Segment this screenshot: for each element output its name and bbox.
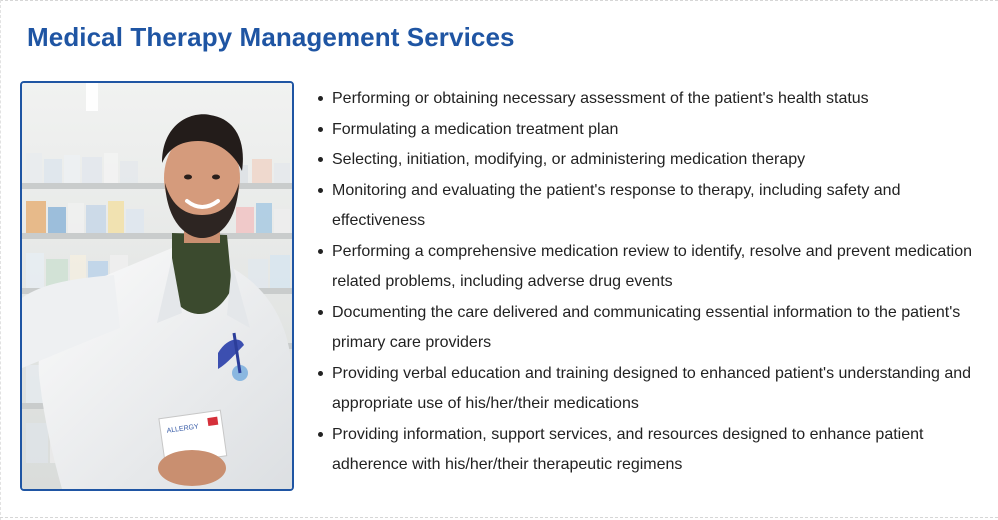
bullet-icon: [318, 127, 323, 132]
service-item-text: Monitoring and evaluating the patient's response to therapy, including safety and effectiveness: [332, 181, 901, 229]
service-item: [316, 237, 976, 298]
service-item-text: Providing verbal education and training designed to enhanced patient's understanding and appropriate use of his/her/their medications: [332, 364, 972, 412]
bullet-icon: [318, 249, 323, 254]
service-item: [316, 298, 976, 359]
frame-left-border: [0, 0, 2, 520]
service-item: [316, 359, 976, 420]
pharmacist-photo: [20, 81, 294, 491]
service-item-text: Documenting the care delivered and communicating essential information to the patient's primary care providers: [332, 303, 961, 351]
frame-bottom-border: [0, 517, 998, 519]
bullet-icon: [318, 310, 323, 315]
service-item-text: Performing or obtaining necessary assessment of the patient's health status: [332, 90, 869, 107]
service-item: [316, 115, 976, 146]
bullet-icon: [318, 188, 323, 193]
medicine-box-label: ALLERGY: [166, 423, 200, 435]
service-item: [316, 84, 976, 115]
bullet-icon: [318, 371, 323, 376]
frame-top-border: [0, 0, 998, 2]
bullet-icon: [318, 157, 323, 162]
service-item-text: Selecting, initiation, modifying, or administering medication therapy: [332, 151, 806, 168]
service-item-text: Formulating a medication treatment plan: [332, 120, 619, 138]
services-list: [316, 84, 976, 481]
bullet-icon: [318, 96, 323, 101]
service-item: [316, 145, 976, 176]
page-title: Medical Therapy Management Services: [27, 22, 515, 52]
service-item: [316, 176, 976, 237]
service-item: [316, 420, 976, 481]
bullet-icon: [318, 432, 323, 437]
service-item-text: Performing a comprehensive medication review to identify, resolve and prevent medication related problems, including adverse drug events: [332, 242, 973, 290]
service-item-text: Providing information, support services, and resources designed to enhance patient adherence with his/her/their therapeutic regimens: [332, 425, 924, 473]
